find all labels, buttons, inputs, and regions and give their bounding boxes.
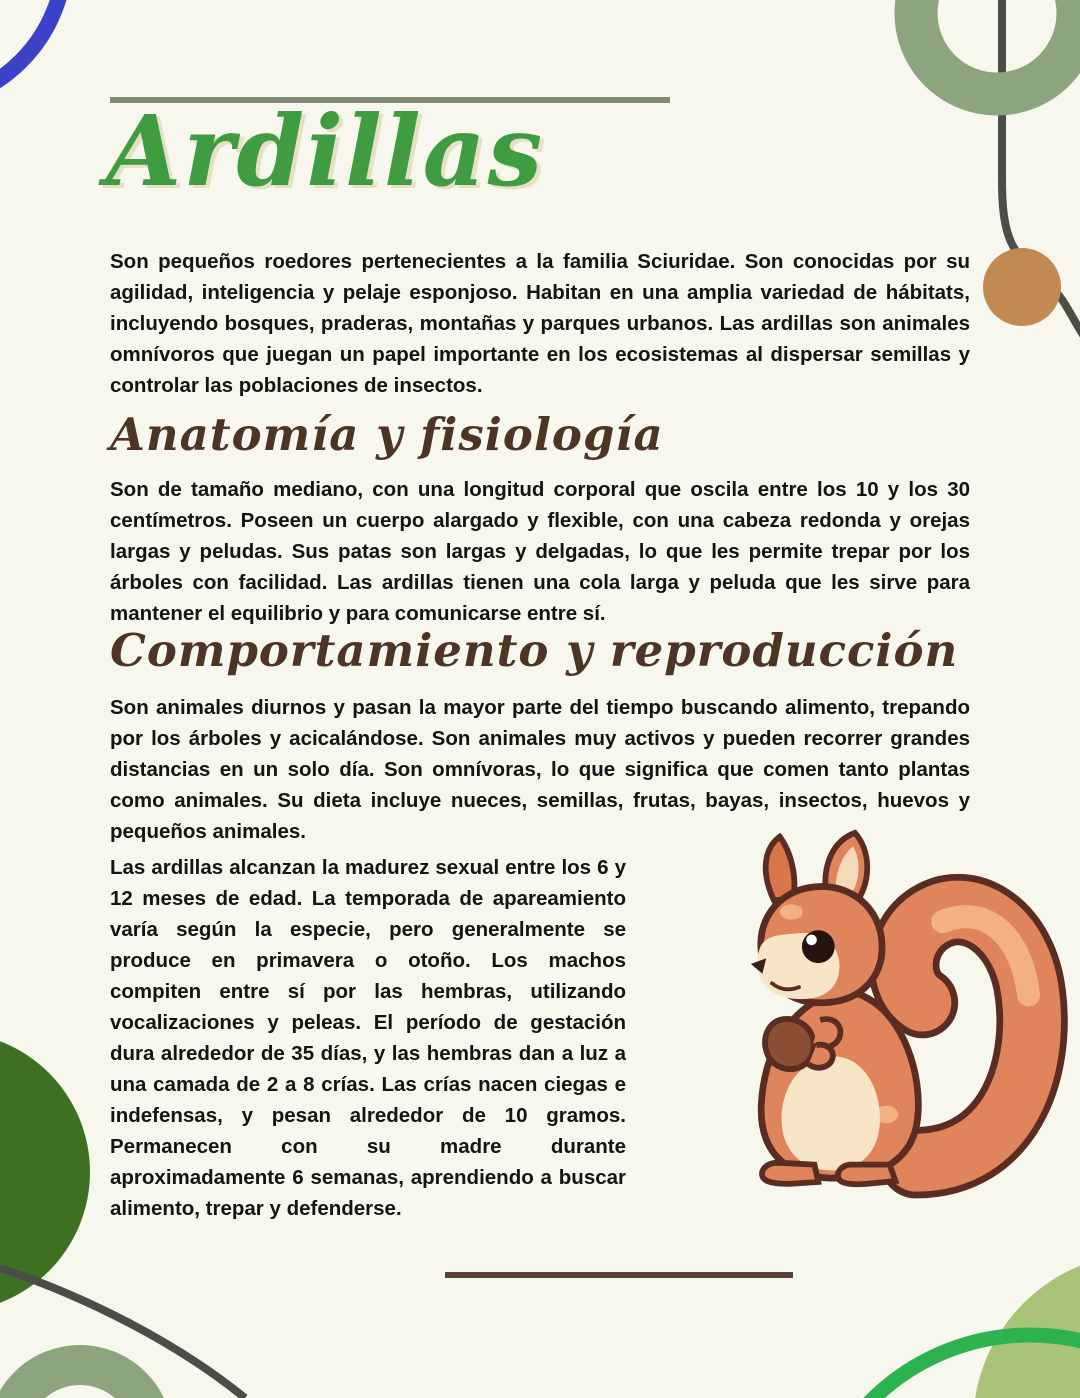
reproduction-paragraph: Las ardillas alcanzan la madurez sexual entre los 6 y 12 meses de edad. La temporada de apareamiento varía según la especie, pero generalmente se produce en primavera o otoño. Los machos compiten entre sí por las hembras, utilizando vocalizaciones y peleas. El período de gestación dura alrededor de 35 días, y las hembras dan a luz a una camada de 2 a 8 crías. Las crías nacen ciegas e indefensas, y pesan alrededor de 10 gramos. Permanecen con su madre durante aproximadamente 6 semanas, aprendiendo a buscar alimento, trepar y defenderse. — [110, 856, 626, 1220]
head-highlight — [780, 904, 803, 919]
squirrel-eye — [802, 930, 835, 963]
heading-behavior: Comportamiento y reproducción — [110, 624, 959, 677]
page-title: Ardillas — [106, 94, 545, 208]
intro-paragraph: Son pequeños roedores pertenecientes a la familia Sciuridae. Son conocidas por su agilidad, inteligencia y pelaje esponjoso. Habitan en una amplia variedad de hábitats, incluyendo bosques, praderas, montañas y parques urbanos. Las ardillas son animales omnívoros que juegan un papel importante en los ecosistemas al dispersar semillas y controlar las poblaciones de insectos. — [110, 250, 970, 397]
squirrel-illustration — [718, 828, 1070, 1210]
squirrel-foot — [838, 1165, 895, 1185]
heading-anatomy: Anatomía y fisiología — [110, 408, 664, 461]
eye-highlight — [806, 935, 817, 946]
behavior-paragraph: Son animales diurnos y pasan la mayor parte del tiempo buscando alimento, trepando por los árboles y acicalándose. Son animales muy activos y pueden recorrer grandes distancias en un solo día. Son omnívoras, lo que significa que comen tanto plantas como animales. Su dieta incluye nueces, semillas, frutas, bayas, insectos, huevos y pequeños animales. — [110, 696, 970, 843]
footer-rule — [445, 1272, 793, 1278]
acorn — [765, 1019, 814, 1069]
squirrel-tail — [904, 910, 1032, 1163]
anatomy-paragraph: Son de tamaño mediano, con una longitud corporal que oscila entre los 10 y los 30 centímetros. Poseen un cuerpo alargado y flexible, con una cabeza redonda y orejas largas y peludas. Sus patas son largas y delgadas, lo que les permite trepar por los árboles con facilidad. Las ardillas tienen una cola larga y peluda que les sirve para mantener el equilibrio y para comunicarse entre sí. — [110, 478, 970, 625]
squirrel-foot — [762, 1163, 818, 1184]
